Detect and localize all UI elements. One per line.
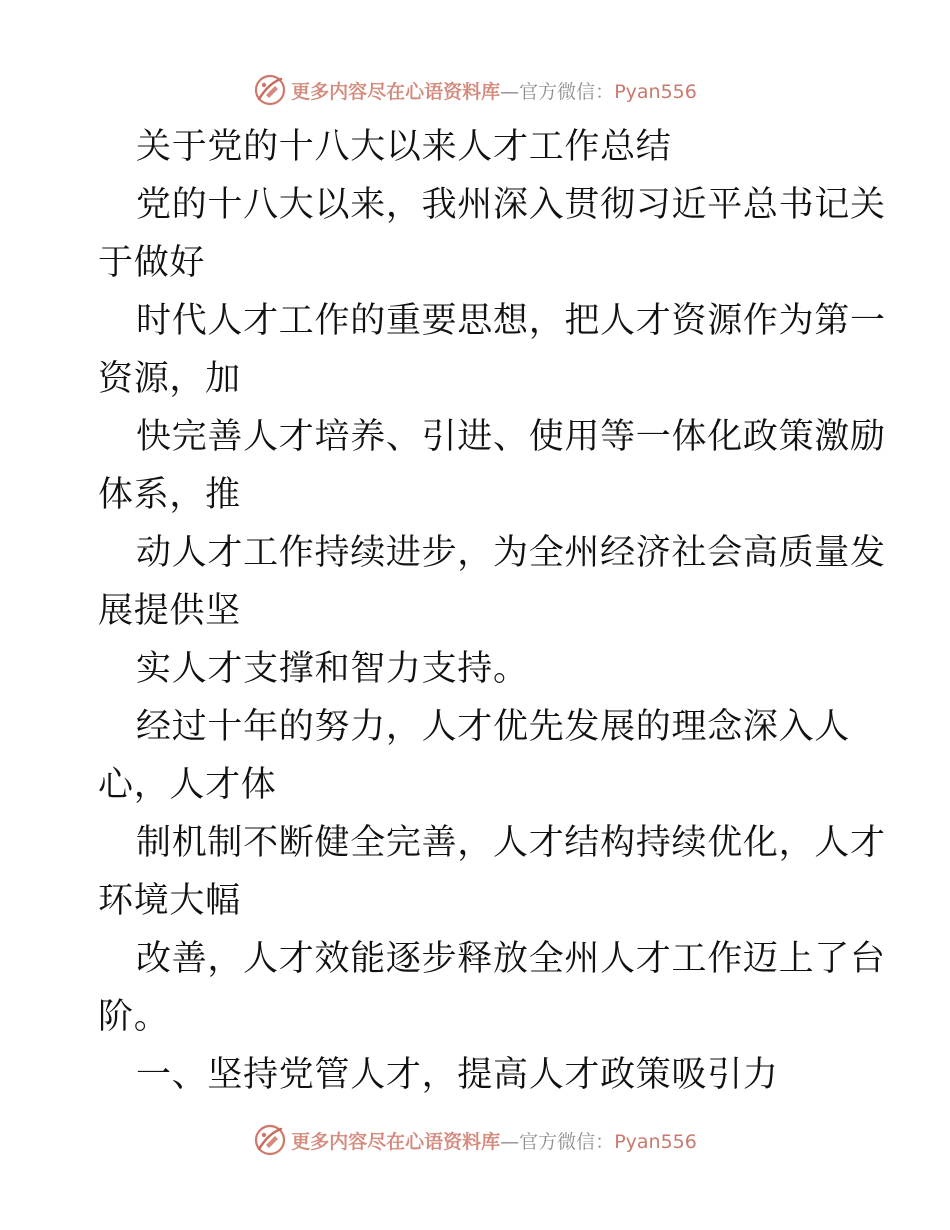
footer-banner [0,1122,950,1158]
banner-official-text: 官方微信： [519,1130,615,1153]
paragraph-line: 阶。 [98,997,170,1037]
paragraph-line: 环境大幅 [98,881,241,921]
banner-separator: — [500,80,520,103]
document-title: 关于党的十八大以来人才工作总结 [136,127,672,167]
header-banner [0,72,950,108]
banner-main-text: 更多内容尽在心语资料库 [291,1130,501,1153]
paragraph-line: 动人才工作持续进步，为全州经济社会高质量发 [136,533,886,573]
logo-icon [253,1123,287,1157]
paragraph-line: 党的十八大以来，我州深入贯彻习近平总书记关 [136,185,886,225]
paragraph-line: 展提供坚 [98,591,241,631]
logo-icon [253,73,287,107]
banner-wechat-id: Pyan556 [614,80,697,103]
paragraph-line: 时代人才工作的重要思想，把人才资源作为第一 [136,301,886,341]
paragraph-line: 实人才支撑和智力支持。 [136,649,529,689]
document-body [98,118,886,1104]
paragraph-line: 经过十年的努力，人才优先发展的理念深入人 [136,707,851,747]
paragraph-line: 资源，加 [98,359,241,399]
banner-wechat-id: Pyan556 [614,1130,697,1153]
paragraph-line: 于做好 [98,243,206,283]
paragraph-line: 改善，人才效能逐步释放全州人才工作迈上了台 [136,939,886,979]
banner-official-text: 官方微信： [519,80,615,103]
paragraph-line: 制机制不断健全完善，人才结构持续优化，人才 [136,823,886,863]
banner-main-text: 更多内容尽在心语资料库 [291,80,501,103]
paragraph-line: 体系，推 [98,475,241,515]
banner-separator: — [500,1130,520,1153]
paragraph-line: 心，人才体 [98,765,277,805]
paragraph-line: 一、坚持党管人才，提高人才政策吸引力 [136,1055,779,1095]
paragraph-line: 快完善人才培养、引进、使用等一体化政策激励 [136,417,886,457]
